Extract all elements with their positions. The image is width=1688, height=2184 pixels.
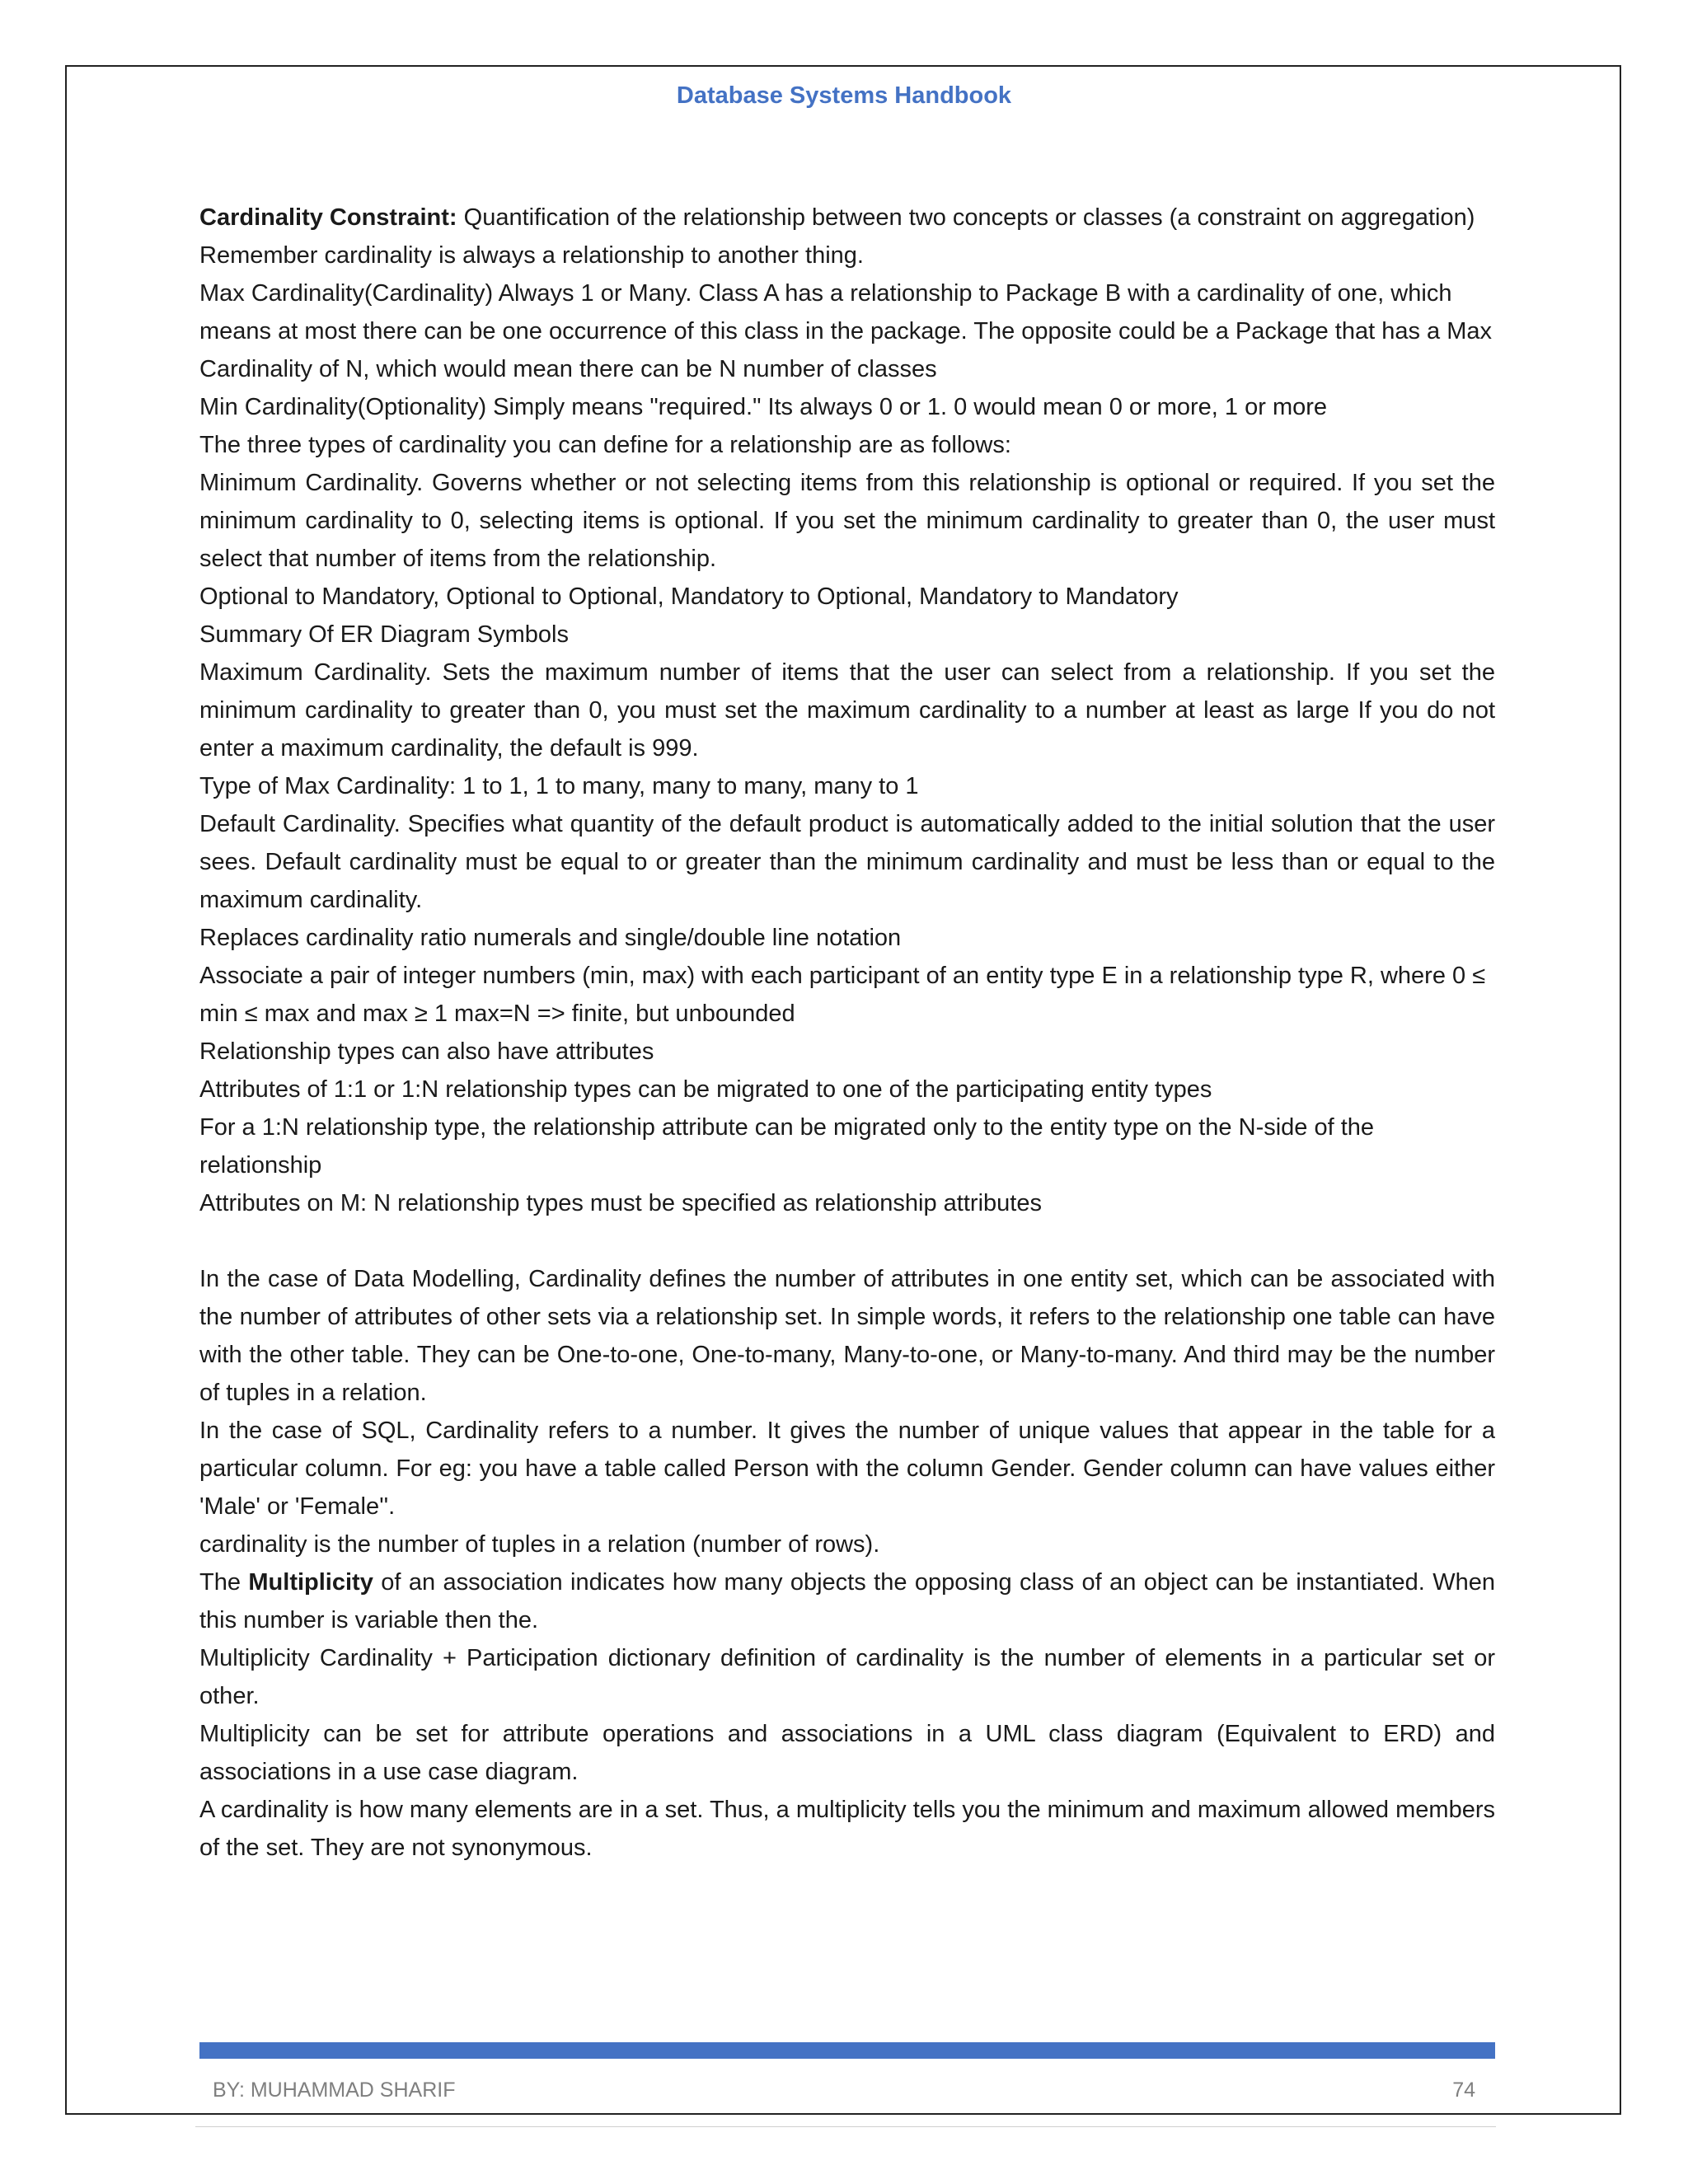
paragraph-text: The <box>199 1569 249 1596</box>
paragraph: cardinality is the number of tuples in a relation (number of rows). <box>199 1531 880 1558</box>
paragraph: Optional to Mandatory, Optional to Optional, Mandatory to Optional, Mandatory to Mandatory <box>199 583 1179 610</box>
paragraph-text: of an association indicates how many objects the opposing class of an object can be instantiated. When this number is variable then the. <box>199 1569 1495 1633</box>
paragraph: For a 1:N relationship type, the relationship attribute can be migrated only to the entity type on the N-side of the relationship <box>199 1114 1375 1179</box>
footer-author: BY: MUHAMMAD SHARIF <box>213 2079 456 2102</box>
paragraph: Remember cardinality is always a relationship to another thing. <box>199 242 864 269</box>
paragraph-cardinality-constraint <box>199 199 1495 237</box>
paragraph: Relationship types can also have attributes <box>199 1038 654 1065</box>
footer-accent-bar <box>199 2042 1495 2059</box>
paragraph: The three types of cardinality you can define for a relationship are as follows: <box>199 432 1011 458</box>
paragraph-text: Quantification of the relationship between two concepts or classes (a constraint on aggregation) <box>457 204 1475 231</box>
paragraph: In the case of Data Modelling, Cardinality defines the number of attributes in one entity set, which can be associated with the number of attributes of other sets via a relationship set. In simple words, it refers to the relationship one table can have with the other table. They can be One-to-one, One-to-many, Many-to-one, or Many-to-many. And third may be the number of tuples in a relation. <box>199 1266 1495 1406</box>
paragraph: Maximum Cardinality. Sets the maximum number of items that the user can select from a relationship. If you set the minimum cardinality to greater than 0, you must set the maximum cardinality to a number at least as large If you do not enter a maximum cardinality, the default is 999. <box>199 659 1495 762</box>
term-multiplicity: Multiplicity <box>248 1569 373 1596</box>
paragraph: Max Cardinality(Cardinality) Always 1 or Many. Class A has a relationship to Package B with a cardinality of one, which means at most there can be one occurrence of this class in the package. The opposite could be a Package that has a Max Cardinality of N, which would mean there can be N number of classes <box>199 280 1493 382</box>
paragraph: Associate a pair of integer numbers (min, max) with each participant of an entity type E in a relationship type R, where 0 ≤ min ≤ max and max ≥ 1 max=N => finite, but unbounded <box>199 963 1486 1027</box>
paragraph: Minimum Cardinality. Governs whether or not selecting items from this relationship is optional or required. If you set the minimum cardinality to 0, selecting items is optional. If you set the minimum cardinality to greater than 0, the user must select that number of items from the relationship. <box>199 470 1495 572</box>
paragraph: Summary Of ER Diagram Symbols <box>199 621 569 648</box>
paragraph: In the case of SQL, Cardinality refers to a number. It gives the number of unique values that appear in the table for a particular column. For eg: you have a table called Person with the column Gender. Gender column can have values either 'Male' or 'Female''. <box>199 1418 1495 1520</box>
term-cardinality-constraint: Cardinality Constraint: <box>199 204 457 231</box>
main-content <box>199 199 1495 1867</box>
paragraph: Attributes on M: N relationship types must be specified as relationship attributes <box>199 1190 1042 1216</box>
page-number: 74 <box>1452 2079 1475 2102</box>
paragraph: Min Cardinality(Optionality) Simply means "required." Its always 0 or 1. 0 would mean 0 or more, 1 or more <box>199 394 1328 420</box>
paragraph: Attributes of 1:1 or 1:N relationship types can be migrated to one of the participating entity types <box>199 1076 1212 1103</box>
paragraph: Replaces cardinality ratio numerals and single/double line notation <box>199 925 902 951</box>
paragraph: Multiplicity Cardinality + Participation dictionary definition of cardinality is the number of elements in a particular set or other. <box>199 1645 1495 1709</box>
paragraph-spacer <box>199 1222 1495 1260</box>
paragraph: A cardinality is how many elements are in a set. Thus, a multiplicity tells you the minimum and maximum allowed members of the set. They are not synonymous. <box>199 1797 1495 1861</box>
paragraph: Default Cardinality. Specifies what quantity of the default product is automatically added to the initial solution that the user sees. Default cardinality must be equal to or greater than the minimum cardinality and must be less than or equal to the maximum cardinality. <box>199 811 1495 913</box>
paragraph: Multiplicity can be set for attribute operations and associations in a UML class diagram (Equivalent to ERD) and associations in a use case diagram. <box>199 1721 1495 1785</box>
paragraph: Type of Max Cardinality: 1 to 1, 1 to many, many to many, many to 1 <box>199 773 919 799</box>
paragraph-multiplicity <box>199 1563 1495 1639</box>
page-header-title: Database Systems Handbook <box>676 82 1012 109</box>
footer-divider <box>195 2126 1496 2127</box>
